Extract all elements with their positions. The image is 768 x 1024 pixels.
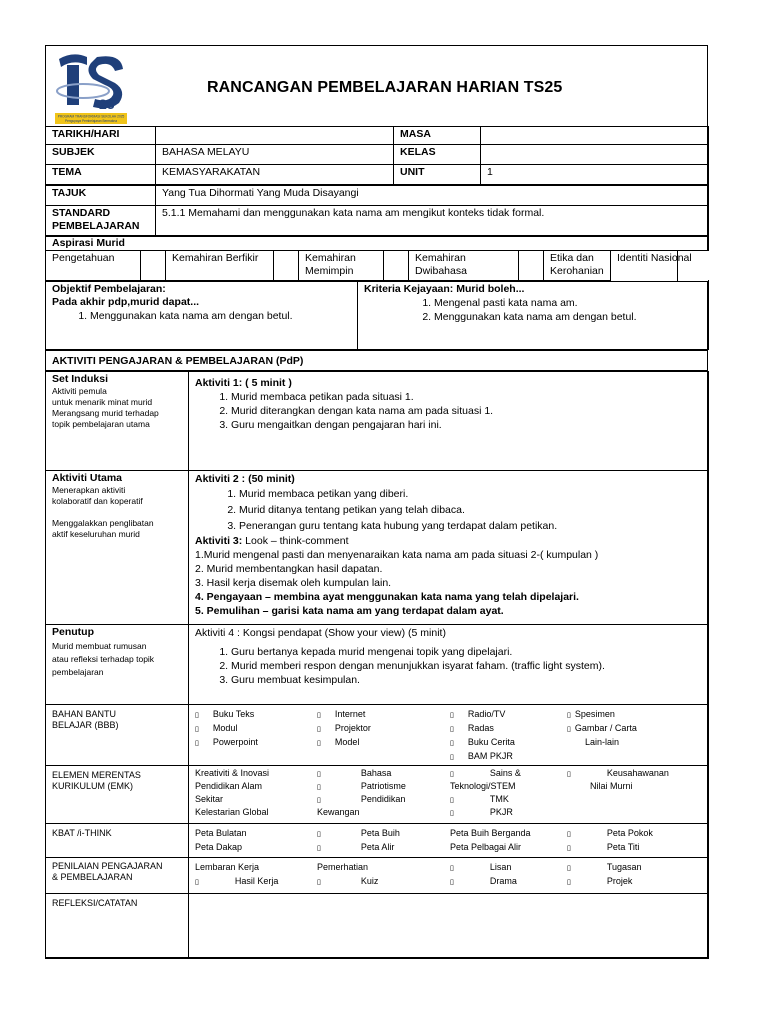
aktiviti-header: AKTIVITI PENGAJARAN & PEMBELAJARAN (PdP) bbox=[46, 351, 708, 371]
aktiviti-utama-desc-3: Menggalakkan penglibatan bbox=[52, 518, 154, 528]
kbat-option[interactable]: ▯ Peta Alir bbox=[317, 842, 395, 852]
standard-label-line-2: PEMBELAJARAN bbox=[52, 220, 140, 232]
emk-option[interactable]: ▯ Keusahawanan bbox=[567, 768, 669, 778]
info-table bbox=[45, 126, 709, 185]
penutup-content bbox=[189, 625, 709, 705]
set-induksi-desc-3: Merangsang murid terhadap bbox=[52, 408, 159, 418]
bbb-option[interactable]: ▯ Powerpoint bbox=[195, 737, 258, 747]
aspirasi-berfikir-checkbox[interactable] bbox=[274, 251, 299, 281]
objektif-heading: Objektif Pembelajaran: bbox=[52, 283, 166, 295]
aktiviti-2-item: 3. Penerangan guru tentang kata hubung yang terdapat dalam petikan. bbox=[239, 518, 702, 534]
tajuk-label: TAJUK bbox=[46, 186, 156, 206]
checkbox-icon: ▯ bbox=[450, 770, 454, 778]
lesson-plan-document bbox=[45, 45, 708, 959]
emk-option[interactable]: ▯ TMK bbox=[450, 794, 509, 804]
kbat-option[interactable]: ▯ Peta Buih bbox=[317, 828, 400, 838]
checkbox-icon: ▯ bbox=[195, 711, 199, 719]
aspirasi-etika: Etika dan Kerohanian bbox=[544, 251, 639, 281]
checkbox-icon: ▯ bbox=[450, 753, 454, 761]
penutup-desc-1: Murid membuat rumusan bbox=[52, 641, 147, 651]
bbb-option[interactable]: ▯ Internet bbox=[317, 709, 366, 719]
bbb-option[interactable]: ▯ Spesimen bbox=[567, 709, 615, 719]
bbb-option[interactable]: ▯ Projektor bbox=[317, 723, 371, 733]
aktiviti-1-title: Aktiviti 1: ( 5 minit ) bbox=[195, 377, 292, 389]
aktiviti-utama-desc-4: aktif keseluruhan murid bbox=[52, 529, 140, 539]
document-header bbox=[45, 45, 708, 126]
emk-option[interactable]: Kelestarian Global bbox=[195, 807, 269, 817]
aktiviti-utama-content bbox=[189, 471, 709, 625]
bbb-label-1: BAHAN BANTU bbox=[52, 709, 117, 719]
bbb-option[interactable]: ▯ Buku Teks bbox=[195, 709, 255, 719]
bbb-option[interactable]: ▯ Gambar / Carta bbox=[567, 723, 637, 733]
kbat-option[interactable]: ▯ Peta Titi bbox=[567, 842, 640, 852]
penutup-label-cell bbox=[46, 625, 189, 705]
emk-option[interactable]: Kreativiti & Inovasi bbox=[195, 768, 270, 778]
checkbox-icon: ▯ bbox=[317, 770, 321, 778]
unit-field[interactable]: 1 bbox=[481, 165, 709, 185]
checkbox-icon: ▯ bbox=[317, 878, 321, 886]
aspirasi-label: Aspirasi Murid bbox=[46, 237, 709, 251]
set-induksi-desc-2: untuk menarik minat murid bbox=[52, 397, 153, 407]
aspirasi-pengetahuan-checkbox[interactable] bbox=[141, 251, 166, 281]
refleksi-label: REFLEKSI/CATATAN bbox=[46, 894, 189, 959]
penutup-desc-2: atau refleksi terhadap topik bbox=[52, 654, 155, 664]
aktiviti-utama-desc-1: Menerapkan aktiviti bbox=[52, 485, 126, 495]
standard-label-line-1: STANDARD bbox=[52, 207, 111, 219]
checkbox-icon: ▯ bbox=[450, 739, 454, 747]
aktiviti-4-item: 1. Guru bertanya kepada murid mengenai topik yang dipelajari. bbox=[231, 645, 702, 659]
kriteria-heading: Kriteria Kejayaan: Murid boleh... bbox=[364, 283, 525, 295]
aspirasi-identiti bbox=[610, 251, 708, 281]
logo-caption-2: Pengupaya Pembelajaran Bermakna bbox=[64, 119, 118, 123]
penilaian-option[interactable]: ▯ Lisan bbox=[450, 862, 512, 872]
penilaian-option[interactable]: ▯ Tugasan bbox=[567, 862, 642, 872]
tema-field[interactable]: KEMASYARAKATAN bbox=[156, 165, 394, 185]
tajuk-table bbox=[45, 185, 709, 236]
bbb-option[interactable]: ▯ BAM PKJR bbox=[450, 751, 513, 761]
aspirasi-memimpin-checkbox[interactable] bbox=[384, 251, 409, 281]
emk-label-2: KURIKULUM (EMK) bbox=[52, 781, 134, 791]
aktiviti-3-pengayaan: 4. Pengayaan – membina ayat menggunakan kata nama yang telah dipelajari. bbox=[195, 591, 579, 603]
emk-option[interactable]: ▯ PKJR bbox=[450, 807, 513, 817]
aktiviti-1-item: 2. Murid diterangkan dengan kata nama am pada situasi 1. bbox=[231, 404, 702, 418]
aspirasi-identiti-checkbox[interactable] bbox=[677, 251, 678, 281]
checkbox-icon: ▯ bbox=[195, 739, 199, 747]
checkbox-icon: ▯ bbox=[567, 878, 571, 886]
emk-option[interactable]: Pendidikan Alam bbox=[195, 781, 263, 791]
document-title: RANCANGAN PEMBELAJARAN HARIAN TS25 bbox=[207, 79, 563, 96]
objektif-cell bbox=[46, 282, 358, 350]
aktiviti-1-item: 3. Guru mengaitkan dengan pengajaran hari ini. bbox=[231, 418, 702, 432]
aktiviti-4-title: Aktiviti 4 : Kongsi pendapat (Show your view) (5 minit) bbox=[195, 627, 446, 639]
checkbox-icon: ▯ bbox=[317, 796, 321, 804]
emk-label-cell bbox=[46, 766, 189, 824]
emk-option[interactable]: Sekitar bbox=[195, 794, 224, 804]
logo-caption-1: PROGRAM TRANSFORMASI SEKOLAH 2025 bbox=[57, 114, 125, 119]
checkbox-icon: ▯ bbox=[450, 725, 454, 733]
bbb-label-cell bbox=[46, 705, 189, 766]
checkbox-icon: ▯ bbox=[450, 864, 454, 872]
penutup-desc-3: pembelajaran bbox=[52, 667, 104, 677]
penilaian-option[interactable]: Lembaran Kerja bbox=[195, 862, 260, 872]
objektif-item: 1. Menggunakan kata nama am dengan betul. bbox=[90, 309, 351, 323]
kbat-option[interactable]: Peta Bulatan bbox=[195, 828, 247, 838]
checkbox-icon: ▯ bbox=[567, 830, 571, 838]
tajuk-field[interactable]: Yang Tua Dihormati Yang Muda Disayangi bbox=[156, 186, 709, 206]
set-induksi-content bbox=[189, 372, 709, 471]
emk-option[interactable]: ▯ Sains & bbox=[450, 768, 521, 778]
standard-field[interactable]: 5.1.1 Memahami dan menggunakan kata nama am mengikut konteks tidak formal. bbox=[156, 206, 709, 236]
aktiviti-2-item: 1. Murid membaca petikan yang diberi. bbox=[239, 486, 702, 502]
aspirasi-pengetahuan: Pengetahuan bbox=[46, 251, 141, 281]
aktiviti-4-item: 3. Guru membuat kesimpulan. bbox=[231, 673, 702, 687]
aktiviti-utama-title: Aktiviti Utama bbox=[52, 472, 123, 484]
bbb-option[interactable]: ▯ Model bbox=[317, 737, 360, 747]
penilaian-label-cell bbox=[46, 858, 189, 894]
aktiviti-3-line: 1.Murid mengenal pasti dan menyenaraikan kata nama am pada situasi 2-( kumpulan ) bbox=[195, 549, 599, 561]
masa-field[interactable] bbox=[481, 127, 709, 145]
penilaian-option[interactable]: ▯ Hasil Kerja bbox=[195, 876, 279, 886]
aspirasi-identiti-label: Identiti Nasional bbox=[617, 252, 692, 264]
checkbox-icon: ▯ bbox=[317, 711, 321, 719]
emk-option[interactable]: ▯ Bahasa bbox=[317, 768, 392, 778]
bbb-option[interactable]: ▯ Modul bbox=[195, 723, 238, 733]
tarikh-field[interactable] bbox=[156, 127, 394, 145]
penilaian-option[interactable]: ▯ Drama bbox=[450, 876, 517, 886]
checkbox-icon: ▯ bbox=[450, 711, 454, 719]
emk-label-1: ELEMEN MERENTAS bbox=[52, 770, 141, 780]
penutup-title: Penutup bbox=[52, 626, 94, 638]
objektif-sub: Pada akhir pdp,murid dapat... bbox=[52, 296, 200, 308]
checkbox-icon: ▯ bbox=[450, 878, 454, 886]
set-induksi-label-cell bbox=[46, 372, 189, 471]
kbat-options bbox=[189, 824, 709, 858]
penilaian-option[interactable]: Pemerhatian bbox=[317, 862, 369, 872]
checkbox-icon: ▯ bbox=[450, 809, 454, 817]
set-induksi-title: Set Induksi bbox=[52, 373, 109, 385]
aktiviti-1-item: 1. Murid membaca petikan pada situasi 1. bbox=[231, 390, 702, 404]
aspirasi-dwibahasa-checkbox[interactable] bbox=[519, 251, 544, 281]
set-induksi-desc-4: topik pembelajaran utama bbox=[52, 419, 150, 429]
penilaian-label-1: PENILAIAN PENGAJARAN bbox=[52, 861, 163, 871]
aktiviti-2-item: 2. Murid ditanya tentang petikan yang telah dibaca. bbox=[239, 502, 702, 518]
checkbox-icon: ▯ bbox=[567, 725, 571, 733]
aspirasi-berfikir: Kemahiran Berfikir bbox=[166, 251, 274, 281]
aktiviti-utama-label-cell bbox=[46, 471, 189, 625]
checkbox-icon: ▯ bbox=[567, 711, 571, 719]
aktiviti-3-line: 2. Murid membentangkan hasil dapatan. bbox=[195, 563, 383, 575]
bbb-option[interactable]: ▯ Radas bbox=[450, 723, 494, 733]
kbat-option[interactable]: Peta Buih Berganda bbox=[450, 828, 531, 838]
aspirasi-dwibahasa: Kemahiran Dwibahasa bbox=[409, 251, 519, 281]
penilaian-option[interactable]: ▯ Projek bbox=[567, 876, 633, 886]
aktiviti-utama-desc-2: kolaboratif dan koperatif bbox=[52, 496, 143, 506]
penilaian-options bbox=[189, 858, 709, 894]
aktiviti-3-title bbox=[195, 534, 702, 548]
bbb-option[interactable]: Lain-lain bbox=[585, 737, 620, 747]
aktiviti-3-label: Aktiviti 3: bbox=[195, 535, 243, 547]
checkbox-icon: ▯ bbox=[567, 844, 571, 852]
emk-option[interactable]: Teknologi/STEM bbox=[450, 781, 516, 791]
checkbox-icon: ▯ bbox=[567, 864, 571, 872]
emk-option[interactable]: ▯ Pendidikan bbox=[317, 794, 406, 804]
bbb-label-2: BELAJAR (BBB) bbox=[52, 720, 119, 730]
logo-number: 25 bbox=[99, 96, 115, 112]
checkbox-icon: ▯ bbox=[317, 844, 321, 852]
bbb-option[interactable]: ▯ Buku Cerita bbox=[450, 737, 515, 747]
aktiviti-3-method: Look – think-comment bbox=[242, 535, 349, 547]
kriteria-item: 1. Mengenal pasti kata nama am. bbox=[434, 296, 702, 310]
unit-label: UNIT bbox=[394, 165, 481, 185]
objektif-kriteria-table bbox=[45, 281, 709, 350]
penilaian-label-2: & PEMBELAJARAN bbox=[52, 872, 133, 882]
checkbox-icon: ▯ bbox=[195, 878, 199, 886]
aktiviti-header-table bbox=[45, 350, 708, 371]
masa-label: MASA bbox=[394, 127, 481, 145]
aktiviti-3-pemulihan: 5. Pemulihan – garisi kata nama am yang terdapat dalam ayat. bbox=[195, 605, 504, 617]
emk-option[interactable]: ▯ Patriotisme bbox=[317, 781, 406, 791]
aktiviti-4-item: 2. Murid memberi respon dengan menunjukkan isyarat faham. (traffic light system). bbox=[231, 659, 702, 673]
kelas-field[interactable] bbox=[481, 145, 709, 165]
standard-label bbox=[46, 206, 156, 236]
bbb-options bbox=[189, 705, 709, 766]
refleksi-field[interactable] bbox=[189, 894, 709, 959]
ts25-logo-icon bbox=[53, 49, 129, 125]
checkbox-icon: ▯ bbox=[195, 725, 199, 733]
bbb-option[interactable]: ▯ Radio/TV bbox=[450, 709, 506, 719]
subjek-field[interactable]: BAHASA MELAYU bbox=[156, 145, 394, 165]
emk-option[interactable]: Kewangan bbox=[317, 807, 360, 817]
kbat-option[interactable]: Peta Pelbagai Alir bbox=[450, 842, 522, 852]
kriteria-item: 2. Menggunakan kata nama am dengan betul. bbox=[434, 310, 702, 324]
tema-label: TEMA bbox=[46, 165, 156, 185]
penilaian-option[interactable]: ▯ Kuiz bbox=[317, 876, 379, 886]
subjek-label: SUBJEK bbox=[46, 145, 156, 165]
checkbox-icon: ▯ bbox=[317, 739, 321, 747]
kriteria-cell bbox=[358, 282, 709, 350]
checkbox-icon: ▯ bbox=[317, 783, 321, 791]
aktiviti-2-title: Aktiviti 2 : (50 minit) bbox=[195, 473, 295, 485]
aktiviti-3-line: 3. Hasil kerja disemak oleh kumpulan lain. bbox=[195, 577, 392, 589]
kbat-label: KBAT /i-THINK bbox=[46, 824, 189, 858]
tarikh-label: TARIKH/HARI bbox=[46, 127, 156, 145]
checkbox-icon: ▯ bbox=[317, 830, 321, 838]
emk-options bbox=[189, 766, 709, 824]
kbat-option[interactable]: ▯ Peta Pokok bbox=[567, 828, 653, 838]
aspirasi-memimpin: Kemahiran Memimpin bbox=[299, 251, 384, 281]
set-induksi-desc-1: Aktiviti pemula bbox=[52, 386, 107, 396]
emk-option[interactable]: Nilai Murni bbox=[590, 781, 633, 791]
checkbox-icon: ▯ bbox=[450, 796, 454, 804]
checkbox-icon: ▯ bbox=[567, 770, 571, 778]
kelas-label: KELAS bbox=[394, 145, 481, 165]
kbat-option[interactable]: Peta Dakap bbox=[195, 842, 243, 852]
aktiviti-table bbox=[45, 371, 709, 959]
checkbox-icon: ▯ bbox=[317, 725, 321, 733]
